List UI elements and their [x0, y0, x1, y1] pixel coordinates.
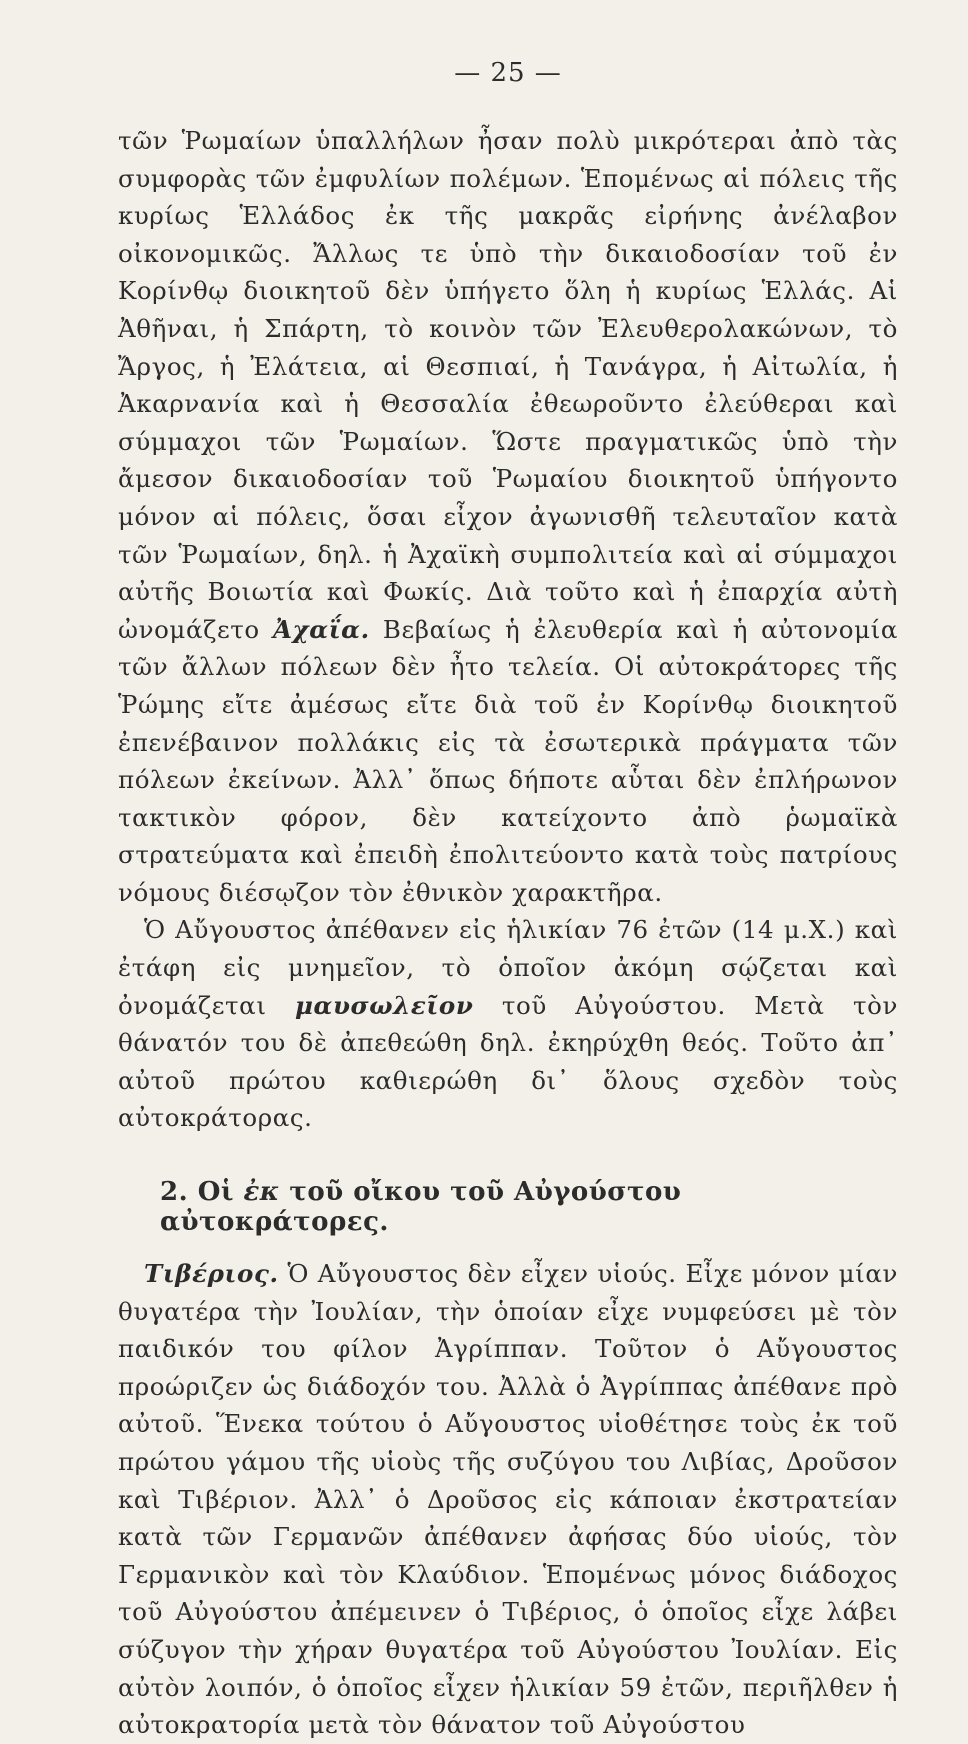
paragraph-2-text-a: Ὁ Αὔγουστος ἀπέθανεν εἰς ἡλικίαν 76 ἐτῶν (14 μ.Χ.) καὶ ἐτάφη εἰς μνημεῖον, τὸ ὁποῖον ἀκόμη σῴζεται καὶ ὀνομάζεται	[118, 915, 898, 1020]
paragraph-3	[118, 1255, 898, 1744]
paragraph-1-text-a: τῶν Ῥωμαίων ὑπαλλήλων ἦσαν πολὺ μικρότεραι ἀπὸ τὰς συμφορὰς τῶν ἐμφυλίων πολέμων. Ἑπομένως αἱ πόλεις τῆς κυρίως Ἑλλάδος ἐκ τῆς μακρᾶς εἰρήνης ἀνέλαβον οἰκονομικῶς. Ἄλλως τε ὑπὸ τὴν δικαιοδοσίαν τοῦ ἐν Κορίνθῳ διοικητοῦ δὲν ὑπήγετο ὅλη ἡ κυρίως Ἑλλάς. Αἱ Ἀθῆναι, ἡ Σπάρτη, τὸ κοινὸν τῶν Ἐλευθερολακώνων, τὸ Ἄργος, ἡ Ἐλάτεια, αἱ Θεσπιαί, ἡ Τανάγρα, ἡ Αἰτωλία, ἡ Ἀκαρνανία καὶ ἡ Θεσσαλία ἐθεωροῦντο ἐλεύθεραι καὶ σύμμαχοι τῶν Ῥωμαίων. Ὥστε πραγματικῶς ὑπὸ τὴν ἄμεσον δικαιοδοσίαν τοῦ Ῥωμαίου διοικητοῦ ὑπήγοντο μόνον αἱ πόλεις, ὅσαι εἶχον ἀγωνισθῆ τελευταῖον κατὰ τῶν Ῥωμαίων, δηλ. ἡ Ἀχαϊκὴ συμπολιτεία καὶ αἱ σύμμαχοι αὐτῆς Βοιωτία καὶ Φωκίς. Διὰ τοῦτο καὶ ἡ ἐπαρχία αὐτὴ ὠνομάζετο	[118, 126, 898, 644]
body-text	[118, 122, 898, 1744]
paragraph-2	[118, 911, 898, 1137]
term-achaia: Ἀχαΐα.	[272, 614, 370, 644]
paragraph-2-text-b: τοῦ Αὐγούστου. Μετὰ τὸν θάνατόν του δὲ ἀπεθεώθη δηλ. ἐκηρύχθη θεός. Τοῦτο ἀπ᾽ αὐτοῦ πρώτου καθιερώθη δι᾽ ὅλους σχεδὸν τοὺς αὐτοκράτορας.	[118, 990, 898, 1133]
section-heading-prefix: 2. Οἱ	[160, 1177, 244, 1208]
section-heading	[160, 1177, 898, 1237]
section-heading-rest: τοῦ οἴκου τοῦ Αὐγούστου αὐτοκράτορες.	[160, 1177, 682, 1238]
term-mausoleum: μαυσωλεῖον	[294, 990, 474, 1020]
page-number: — 25 —	[454, 58, 562, 88]
lead-tiberius: Τιβέριος.	[144, 1259, 279, 1289]
paragraph-3-text: Ὁ Αὔγουστος δὲν εἶχεν υἱούς. Εἶχε μόνον μίαν θυγατέρα τὴν Ἰουλίαν, τὴν ὁποίαν εἶχε νυμφεύσει μὲ τὸν παιδικόν του φίλον Ἀγρίππαν. Τοῦτον ὁ Αὔγουστος προώριζεν ὡς διάδοχόν του. Ἀλλὰ ὁ Ἀγρίππας ἀπέθανε πρὸ αὐτοῦ. Ἕνεκα τούτου ὁ Αὔγουστος υἱοθέτησε τοὺς ἐκ τοῦ πρώτου γάμου τῆς υἱοὺς τῆς συζύγου του Λιβίας, Δροῦσον καὶ Τιβέριον. Ἀλλ᾽ ὁ Δροῦσος εἰς κάποιαν ἐκστρατείαν κατὰ τῶν Γερμανῶν ἀπέθανεν ἀφήσας δύο υἱούς, τὸν Γερμανικὸν καὶ τὸν Κλαύδιον. Ἑπομένως μόνος διάδοχος τοῦ Αὐγούστου ἀπέμεινεν ὁ Τιβέριος, ὁ ὁποῖος εἶχε λάβει σύζυγον τὴν χήραν θυγατέρα τοῦ Αὐγούστου Ἰουλίαν. Εἰς αὐτὸν λοιπόν, ὁ ὁποῖος εἶχεν ἡλικίαν 59 ἐτῶν, περιῆλθεν ἡ αὐτοκρατορία μετὰ τὸν θάνατον τοῦ Αὐγούστου	[118, 1259, 898, 1740]
section-heading-italic: ἐκ	[243, 1177, 280, 1208]
paragraph-1	[118, 122, 898, 911]
paragraph-1-text-b: Βεβαίως ἡ ἐλευθερία καὶ ἡ αὐτονομία τῶν ἄλλων πόλεων δὲν ἦτο τελεία. Οἱ αὐτοκράτορες τῆς Ῥώμης εἴτε ἀμέσως εἴτε διὰ τοῦ ἐν Κορίνθῳ διοικητοῦ ἐπενέβαινον πολλάκις εἰς τὰ ἐσωτερικὰ πράγματα τῶν πόλεων ἐκείνων. Ἀλλ᾽ ὅπως δήποτε αὗται δὲν ἐπλήρωνον τακτικὸν φόρον, δὲν κατείχοντο ἀπὸ ῥωμαϊκὰ στρατεύματα καὶ ἐπειδὴ ἐπολιτεύοντο κατὰ τοὺς πατρίους νόμους διέσῳζον τὸν ἐθνικὸν χαρακτῆρα.	[118, 614, 899, 907]
